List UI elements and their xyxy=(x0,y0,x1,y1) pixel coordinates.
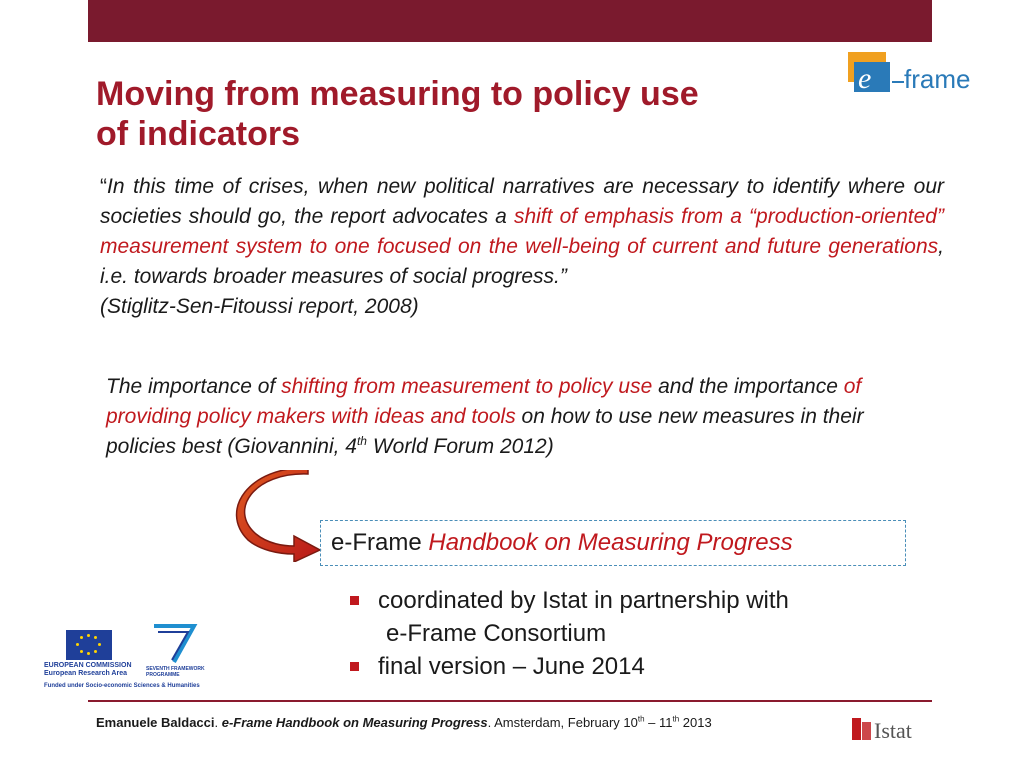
bullet-1-line-1: coordinated by Istat in partnership with xyxy=(378,587,789,614)
bullet-2-line-1: final version – June 2014 xyxy=(378,653,645,680)
eu-commission-text xyxy=(44,662,154,678)
list-item xyxy=(348,584,928,650)
title-line-2: of indicators xyxy=(96,115,301,153)
slide-title xyxy=(96,74,816,154)
footer-sup-1: th xyxy=(637,714,645,724)
footer-place: . Amsterdam, February 10 xyxy=(487,715,638,730)
importance-highlight-1: shifting from measurement to policy use xyxy=(281,375,653,398)
header-bar xyxy=(88,0,932,42)
footer-divider xyxy=(88,700,932,702)
fp7-line-2: PROGRAMME xyxy=(146,672,180,678)
footer-sup-2: th xyxy=(672,714,680,724)
stiglitz-quote xyxy=(100,172,944,322)
quote-highlight: shift of emphasis from a “production-oriented” measurement system to one focused on the well-being of current and future generations xyxy=(100,205,944,258)
importance-paragraph xyxy=(106,372,936,462)
logo-frame-text: frame xyxy=(904,64,971,94)
footer-text xyxy=(96,714,796,732)
fp7-line-1: SEVENTH FRAMEWORK xyxy=(146,666,205,672)
importance-text-3: on how to use new measures in their policies best (Giovannini, 4 xyxy=(106,405,864,458)
importance-superscript: th xyxy=(356,434,367,448)
eu-funding-logos xyxy=(40,618,210,694)
logo-e-letter: e xyxy=(858,62,872,95)
curved-arrow-icon xyxy=(234,470,334,562)
list-item xyxy=(348,650,928,683)
importance-highlight-2: of providing policy makers with ideas and tools xyxy=(106,375,862,428)
footer-year: 2013 xyxy=(679,715,712,730)
quote-text-2: , i.e. towards broader measures of social progress.” xyxy=(100,235,944,288)
footer-sep: . xyxy=(214,715,222,730)
footer-author: Emanuele Baldacci xyxy=(96,715,215,730)
bullet-square-icon xyxy=(350,662,359,671)
eu-flag-icon xyxy=(66,630,112,660)
bullet-1-line-2: e-Frame Consortium xyxy=(386,620,607,647)
importance-text-1: The importance of xyxy=(106,375,282,398)
title-line-1: Moving from measuring to policy use xyxy=(96,75,699,113)
eu-line-2: European Research Area xyxy=(44,670,127,677)
bullet-square-icon xyxy=(350,596,359,605)
footer-doc: e-Frame Handbook on Measuring Progress xyxy=(221,715,488,730)
quote-text-1: In this time of crises, when new political narratives are necessary to identify where our societies should go, the report advocates a xyxy=(100,175,944,228)
fp7-caption xyxy=(146,666,206,678)
bullet-list xyxy=(348,584,928,683)
handbook-prefix: e-Frame xyxy=(331,529,429,556)
footer-dash: – 11 xyxy=(644,715,673,730)
eu-funded-text: Funded under Socio-economic Sciences & Humanities xyxy=(44,683,200,689)
handbook-title: Handbook on Measuring Progress xyxy=(428,529,793,556)
importance-text-2: and the importance xyxy=(652,375,844,398)
istat-label: Istat xyxy=(874,718,912,743)
istat-logo xyxy=(852,714,936,744)
quote-citation: (Stiglitz-Sen-Fitoussi report, 2008) xyxy=(100,295,419,318)
quote-open-mark: “ xyxy=(100,175,107,198)
eu-line-1: EUROPEAN COMMISSION xyxy=(44,662,132,669)
eframe-logo xyxy=(846,44,996,106)
importance-text-4: World Forum 2012) xyxy=(366,435,554,458)
handbook-box xyxy=(320,520,906,566)
